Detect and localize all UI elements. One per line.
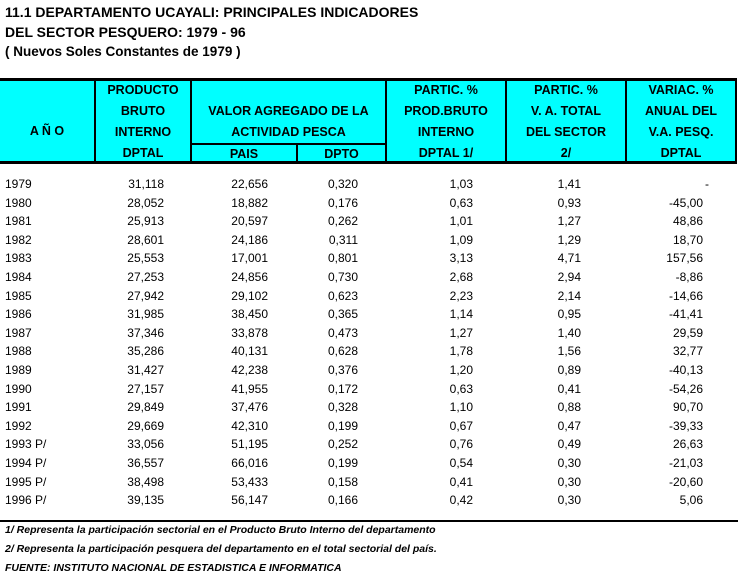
table-cell: -40,13 (668, 363, 703, 377)
table-cell: 0,473 (327, 325, 358, 340)
table-cell: 2,68 (449, 270, 473, 284)
source-note: FUENTE: INSTITUTO NACIONAL DE ESTADISTICA E INFORMATICA (5, 562, 342, 574)
table-cell: 2,23 (449, 288, 473, 303)
table-cell: 1982 (5, 232, 32, 247)
table-cell: 0,42 (449, 493, 473, 508)
table-cell: 1,09 (449, 232, 473, 247)
table-cell: 38,450 (231, 307, 268, 322)
table-cell: 0,628 (327, 344, 358, 359)
table-row (0, 324, 738, 342)
table-cell: 0,172 (327, 381, 358, 396)
table-cell: 48,86 (672, 214, 703, 229)
table-cell: 36,557 (127, 456, 164, 470)
header-partic1: PARTIC. % PROD.BRUTO INTERNO DPTAL 1/ (404, 83, 488, 160)
header-anio: A Ñ O (29, 124, 65, 138)
table-cell: 1980 (5, 195, 32, 210)
divider (0, 520, 738, 522)
table-row (0, 398, 738, 416)
table-cell: 1985 (5, 288, 32, 303)
table-cell: 29,849 (127, 400, 164, 415)
table-cell: 20,597 (231, 214, 268, 229)
table-cell: 0,199 (327, 456, 358, 470)
table-cell: 1,78 (449, 344, 473, 359)
table-cell: 31,118 (128, 177, 164, 191)
table-cell: 0,328 (327, 400, 358, 415)
table-cell: 0,199 (327, 418, 358, 433)
table-cell: 1,40 (557, 325, 581, 340)
table-cell: 0,41 (557, 381, 581, 396)
table-cell: 1,27 (557, 214, 581, 229)
table-cell: 0,49 (557, 437, 581, 452)
table-cell: 1983 (5, 251, 32, 266)
table-cell: 24,186 (231, 232, 268, 247)
header-dpto: DPTO (324, 147, 359, 161)
footnote-2: 2/ Representa la participación pesquera del departamento en el total sectorial del país. (5, 543, 437, 555)
header-partic2: PARTIC. % V. A. TOTAL DEL SECTOR 2/ (525, 83, 607, 160)
table-cell: 37,476 (231, 400, 268, 415)
table-cell: 0,54 (449, 456, 473, 470)
table-cell: 1994 P/ (5, 456, 47, 470)
table-cell: 35,286 (127, 344, 164, 359)
table-cell: 1,20 (449, 363, 473, 377)
table-cell: 157,56 (666, 251, 703, 266)
table-cell: -39,33 (668, 418, 703, 433)
table-cell: 1989 (5, 363, 32, 377)
table-cell: 18,882 (231, 195, 268, 210)
footnote-1: 1/ Representa la participación sectorial en el Producto Bruto Interno del departamento (5, 524, 436, 536)
table-row (0, 268, 738, 286)
table-cell: 27,942 (127, 288, 164, 303)
table-cell: 41,955 (231, 381, 268, 396)
table-cell: -14,66 (668, 288, 703, 303)
table-cell: 28,601 (127, 232, 164, 247)
table-cell: 33,878 (231, 325, 268, 340)
table-cell: 2,94 (557, 270, 581, 284)
table-cell: 1996 P/ (5, 493, 47, 508)
table-row (0, 305, 738, 323)
table-cell: 5,06 (679, 493, 703, 508)
table-cell: 0,365 (327, 307, 358, 322)
table-cell: 0,89 (557, 363, 581, 377)
table-cell: 0,176 (327, 195, 358, 210)
table-cell: 1990 (5, 381, 32, 396)
table-cell: 0,623 (327, 288, 358, 303)
table-row (0, 473, 738, 491)
table-row (0, 342, 738, 360)
table-subtitle: DEL SECTOR PESQUERO: 1979 - 96 (5, 24, 246, 40)
table-row (0, 417, 738, 435)
table-cell: 1,56 (557, 344, 581, 359)
table-cell: 66,016 (231, 456, 268, 470)
header-valor-1: VALOR AGREGADO DE LA (208, 104, 369, 118)
table-cell: 51,195 (231, 437, 268, 452)
table-cell: 1,41 (557, 177, 581, 191)
header-pais: PAIS (229, 147, 259, 161)
table-row (0, 380, 738, 398)
table-cell: 0,30 (557, 493, 581, 508)
table-cell: 0,262 (327, 214, 358, 229)
table-cell: 25,913 (127, 214, 164, 229)
table-cell: 1987 (5, 325, 32, 340)
table-cell: 1,27 (449, 325, 473, 340)
table-cell: 31,985 (127, 307, 164, 322)
table-cell: 0,88 (557, 400, 581, 415)
table-cell: 17,001 (231, 251, 268, 266)
table-row (0, 361, 738, 379)
table-units: ( Nuevos Soles Constantes de 1979 ) (5, 44, 241, 59)
table-row (0, 249, 738, 267)
header-pbi: PRODUCTO BRUTO INTERNO DPTAL (107, 83, 179, 160)
table-row (0, 231, 738, 249)
table-cell: 1984 (5, 270, 32, 284)
table-cell: 1988 (5, 344, 32, 359)
table-cell: 56,147 (231, 493, 268, 508)
table-row (0, 194, 738, 212)
table-cell: 2,14 (557, 288, 581, 303)
table-cell: 0,93 (557, 195, 581, 210)
table-cell: 29,102 (231, 288, 268, 303)
table-cell: 1,14 (449, 307, 473, 322)
table-row (0, 491, 738, 509)
table-row (0, 212, 738, 230)
table-cell: 22,656 (231, 177, 268, 191)
table-cell: 39,135 (127, 493, 164, 508)
table-cell: 32,77 (672, 344, 703, 359)
table-cell: 0,311 (328, 232, 358, 247)
table-cell: 0,76 (449, 437, 473, 452)
header-variac: VARIAC. % ANUAL DEL V.A. PESQ. DPTAL (645, 83, 717, 160)
table-cell: 0,730 (327, 270, 358, 284)
table-cell: 18,70 (672, 232, 703, 247)
table-cell: 0,95 (557, 307, 581, 322)
table-cell: -8,86 (675, 270, 703, 284)
table-cell: 1,29 (557, 232, 581, 247)
table-cell: 1995 P/ (5, 474, 47, 489)
table-cell: 28,052 (127, 195, 164, 210)
table-cell: 1,01 (449, 214, 473, 229)
table-cell: -21,03 (668, 456, 703, 470)
table-cell: 25,553 (127, 251, 164, 266)
table-cell: 0,67 (449, 418, 473, 433)
header-valor-2: ACTIVIDAD PESCA (231, 125, 346, 139)
table-cell: 42,310 (231, 418, 268, 433)
table-cell: - (705, 177, 709, 191)
table-cell: 27,253 (127, 270, 164, 284)
table-cell: 0,252 (327, 437, 358, 452)
table-cell: 42,238 (231, 363, 268, 377)
table-cell: 29,669 (127, 418, 164, 433)
table-cell: 24,856 (231, 270, 268, 284)
table-cell: 1991 (5, 400, 32, 415)
table-header (0, 78, 737, 164)
table-cell: 1981 (5, 214, 32, 229)
table-cell: 1,10 (449, 400, 473, 415)
table-row (0, 287, 738, 305)
table-cell: 53,433 (231, 474, 268, 489)
table-cell: 1992 (5, 418, 32, 433)
table-cell: 90,70 (672, 400, 703, 415)
table-cell: 33,056 (127, 437, 164, 452)
table-cell: 0,320 (327, 177, 358, 191)
table-cell: 0,158 (327, 474, 358, 489)
table-cell: 0,47 (557, 418, 581, 433)
table-cell: 40,131 (231, 344, 268, 359)
table-cell: 3,13 (449, 251, 473, 266)
table-cell: 1993 P/ (5, 437, 47, 452)
table-cell: 0,41 (449, 474, 473, 489)
table-cell: 4,71 (557, 251, 581, 266)
table-cell: 0,63 (449, 381, 473, 396)
table-cell: 0,166 (327, 493, 358, 508)
table-row (0, 175, 738, 193)
table-cell: 1,03 (449, 177, 473, 191)
table-cell: 0,376 (327, 363, 358, 377)
table-cell: 26,63 (672, 437, 703, 452)
table-cell: 38,498 (127, 474, 164, 489)
table-cell: 0,30 (557, 456, 581, 470)
table-cell: 31,427 (127, 363, 164, 377)
table-cell: 27,157 (127, 381, 164, 396)
table-cell: -45,00 (668, 195, 703, 210)
table-cell: 0,63 (449, 195, 473, 210)
table-cell: 0,801 (327, 251, 358, 266)
table-cell: 37,346 (127, 325, 164, 340)
table-cell: 29,59 (672, 325, 703, 340)
table-row (0, 435, 738, 453)
table-cell: 1979 (5, 177, 32, 191)
table-title: 11.1 DEPARTAMENTO UCAYALI: PRINCIPALES INDICADORES (5, 4, 419, 20)
table-cell: 0,30 (557, 474, 581, 489)
table-cell: -20,60 (668, 474, 703, 489)
table-row (0, 454, 738, 472)
table-cell: 1986 (5, 307, 32, 322)
table-cell: -41,41 (668, 307, 703, 322)
table-cell: -54,26 (668, 381, 703, 396)
